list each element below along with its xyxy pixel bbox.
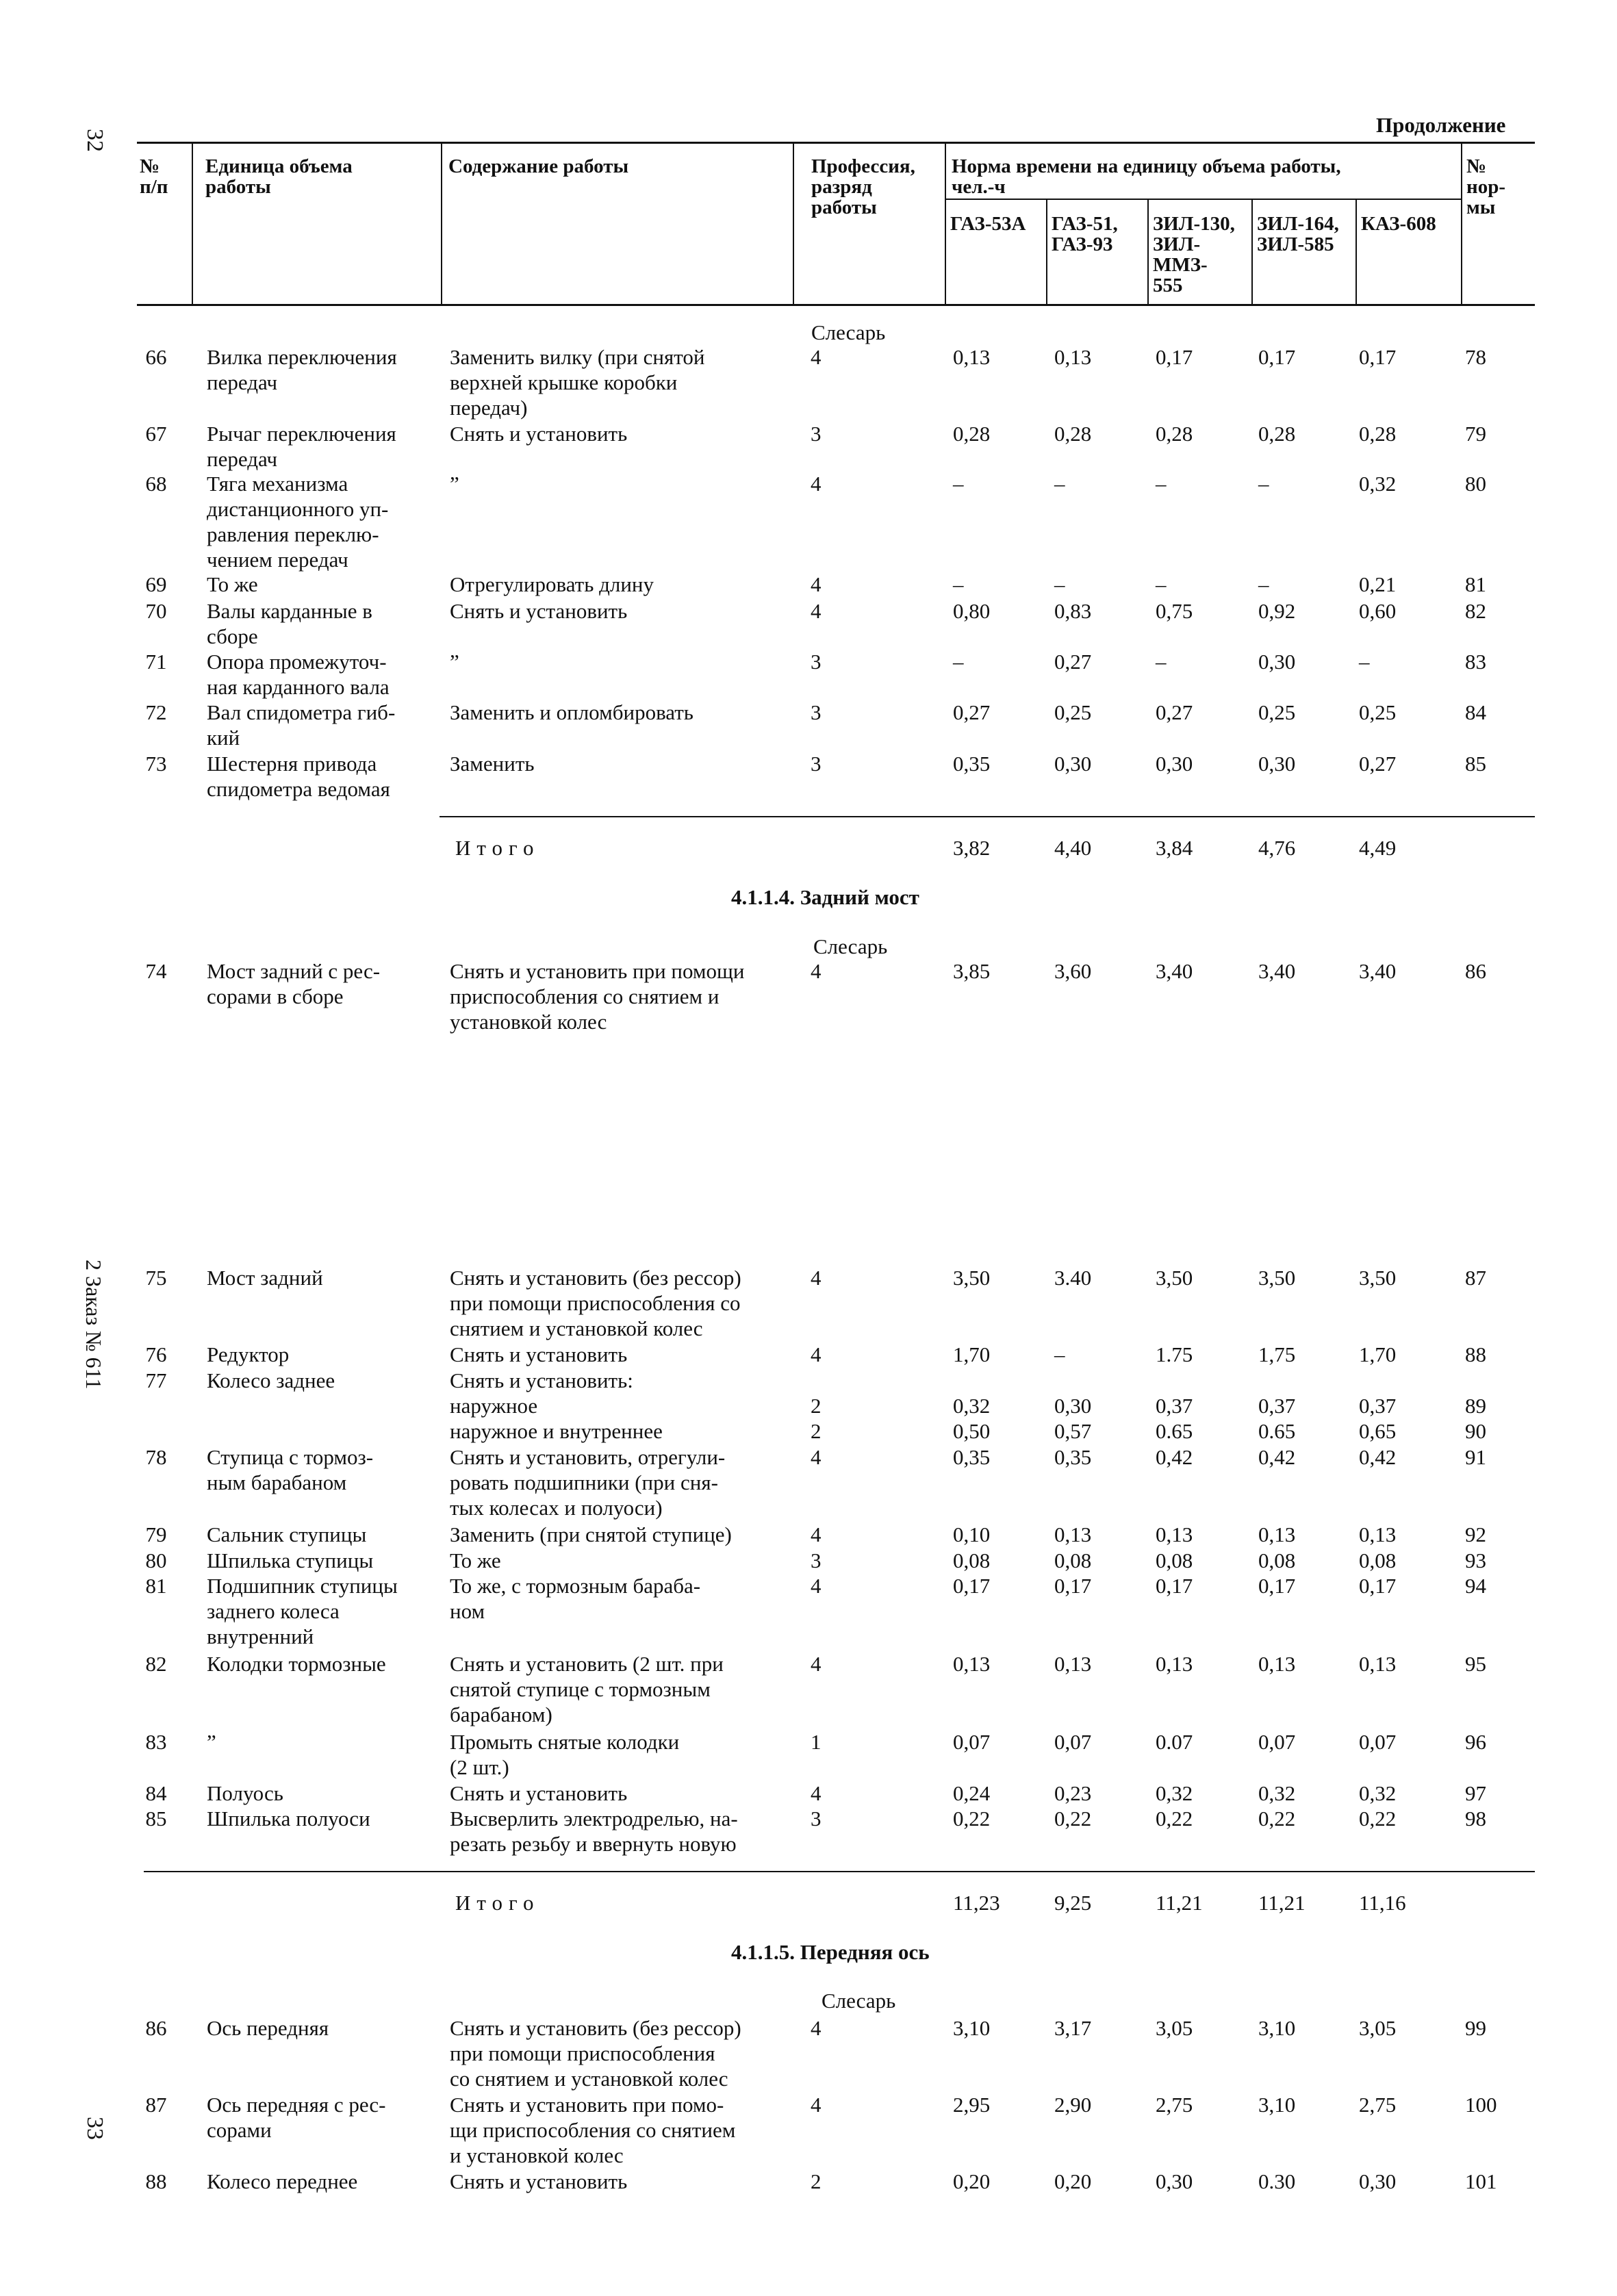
row-grade: 4 bbox=[811, 1574, 822, 1598]
row-norm-number: 83 bbox=[1465, 650, 1486, 674]
row-norm-value: 0,13 bbox=[1054, 345, 1092, 369]
row-norm-value: 0,32 bbox=[953, 1394, 991, 1418]
row-norm-value: 0,28 bbox=[1156, 422, 1193, 446]
row-grade: 4 bbox=[811, 1652, 822, 1676]
profession-label: Слесарь bbox=[811, 320, 886, 344]
row-grade: 3 bbox=[811, 1548, 822, 1572]
row-number: 84 bbox=[145, 1781, 167, 1805]
row-norm-value: 0,75 bbox=[1156, 599, 1193, 623]
row-unit: Полуось bbox=[207, 1781, 283, 1805]
row-norm-number: 81 bbox=[1465, 572, 1486, 596]
total-value: 3,82 bbox=[953, 836, 991, 860]
row-norm-value: 0,57 bbox=[1054, 1419, 1092, 1443]
row-work: Промыть снятые колодки (2 шт.) bbox=[450, 1730, 680, 1779]
header-model: КАЗ-608 bbox=[1361, 213, 1436, 235]
row-unit: Ось передняя bbox=[207, 2016, 329, 2040]
header-model: ЗИЛ-130, ЗИЛ- ММЗ- 555 bbox=[1153, 213, 1235, 296]
profession-label: Слесарь bbox=[813, 934, 888, 958]
row-number: 83 bbox=[145, 1730, 167, 1754]
header-model: ГАЗ-53А bbox=[950, 213, 1026, 235]
row-norm-value: – bbox=[953, 572, 964, 596]
row-norm-value: 0,07 bbox=[1054, 1730, 1092, 1754]
total-value: 11,23 bbox=[953, 1891, 1000, 1915]
row-norm-number: 92 bbox=[1465, 1522, 1486, 1546]
row-norm-value: 0,22 bbox=[1054, 1807, 1092, 1831]
row-work: Заменить вилку (при снятой верхней крышке коробки передач) bbox=[450, 345, 705, 420]
row-norm-number: 101 bbox=[1465, 2169, 1497, 2193]
row-norm-value: 0,20 bbox=[953, 2169, 991, 2193]
row-number: 87 bbox=[145, 2093, 167, 2117]
header-subrule bbox=[945, 199, 1462, 200]
row-grade: 3 bbox=[811, 700, 822, 724]
row-grade: 4 bbox=[811, 2093, 822, 2117]
row-norm-value: 0,30 bbox=[1054, 752, 1092, 776]
row-number: 88 bbox=[145, 2169, 167, 2193]
row-unit: Шпилька полуоси bbox=[207, 1807, 370, 1831]
row-norm-value: 0.07 bbox=[1156, 1730, 1193, 1754]
row-norm-value: 0,13 bbox=[1054, 1522, 1092, 1546]
header-divider bbox=[192, 142, 193, 305]
row-work: Отрегулировать длину bbox=[450, 572, 654, 596]
row-work: Заменить и опломбировать bbox=[450, 700, 693, 724]
header-divider bbox=[1355, 199, 1357, 305]
row-number: 67 bbox=[145, 422, 167, 446]
row-norm-value: 3,60 bbox=[1054, 959, 1092, 983]
row-unit: Редуктор bbox=[207, 1342, 290, 1366]
row-norm-number: 97 bbox=[1465, 1781, 1486, 1805]
row-norm-value: 3,85 bbox=[953, 959, 991, 983]
row-norm-value: 3,05 bbox=[1359, 2016, 1397, 2040]
row-norm-value: 0,92 bbox=[1258, 599, 1296, 623]
row-unit: Подшипник ступицы заднего колеса внутренний bbox=[207, 1574, 398, 1648]
row-norm-value: 0,30 bbox=[1258, 650, 1296, 674]
row-grade: 4 bbox=[811, 345, 822, 369]
row-unit: Тяга механизма дистанционного уп- равления переклю- чением передач bbox=[207, 472, 389, 572]
row-norm-number: 88 bbox=[1465, 1342, 1486, 1366]
row-grade: 1 bbox=[811, 1730, 822, 1754]
row-unit: ” bbox=[207, 1730, 216, 1754]
row-norm-value: 0,17 bbox=[1359, 1574, 1397, 1598]
row-norm-value: 0,20 bbox=[1054, 2169, 1092, 2193]
row-norm-value: 0,08 bbox=[1359, 1548, 1397, 1572]
row-number: 70 bbox=[145, 599, 167, 623]
row-norm-value: – bbox=[1359, 650, 1370, 674]
row-norm-number: 98 bbox=[1465, 1807, 1486, 1831]
header-divider bbox=[1147, 199, 1149, 305]
row-work: То же bbox=[450, 1548, 501, 1572]
row-norm-value: 1,70 bbox=[1359, 1342, 1397, 1366]
row-unit: Вал спидометра гиб- кий bbox=[207, 700, 396, 750]
row-norm-number: 84 bbox=[1465, 700, 1486, 724]
row-norm-value: 0,32 bbox=[1258, 1781, 1296, 1805]
row-norm-value: 0,32 bbox=[1359, 1781, 1397, 1805]
row-norm-value: 0,30 bbox=[1156, 2169, 1193, 2193]
row-norm-value: 3,50 bbox=[1156, 1266, 1193, 1290]
row-norm-value: – bbox=[1156, 650, 1167, 674]
row-norm-value: 0,30 bbox=[1359, 2169, 1397, 2193]
row-number: 76 bbox=[145, 1342, 167, 1366]
row-norm-value: 3.40 bbox=[1054, 1266, 1092, 1290]
row-grade: 4 bbox=[811, 472, 822, 496]
total-value: 4,76 bbox=[1258, 836, 1296, 860]
row-work: Снять и установить (без рессор) при помощи приспособления со снятием и установкой колес bbox=[450, 1266, 741, 1340]
row-norm-value: 0,13 bbox=[1054, 1652, 1092, 1676]
row-work: То же, с тормозным бараба- ном bbox=[450, 1574, 701, 1623]
header-divider bbox=[1251, 199, 1253, 305]
row-grade: 2 bbox=[811, 2169, 822, 2193]
total-label: Итого bbox=[455, 1891, 540, 1915]
page-number-bottom: 33 bbox=[82, 2117, 107, 2140]
row-norm-value: 0,08 bbox=[1156, 1548, 1193, 1572]
row-norm-value: – bbox=[1258, 472, 1269, 496]
row-work: Снять и установить, отрегули- ровать подшипники (при сня- тых колесах и полуоси) bbox=[450, 1445, 726, 1520]
row-unit: Вилка переключения передач bbox=[207, 345, 397, 394]
total-label: Итого bbox=[455, 836, 540, 860]
row-norm-value: 0.30 bbox=[1258, 2169, 1296, 2193]
row-norm-value: 3,50 bbox=[953, 1266, 991, 1290]
row-norm-value: 0,07 bbox=[1258, 1730, 1296, 1754]
row-norm-value: 0,28 bbox=[1054, 422, 1092, 446]
header-model: ЗИЛ-164, ЗИЛ-585 bbox=[1257, 213, 1339, 255]
row-unit: Опора промежуточ- ная карданного вала bbox=[207, 650, 390, 699]
row-norm-value: 0,35 bbox=[1054, 1445, 1092, 1469]
row-norm-number: 95 bbox=[1465, 1652, 1486, 1676]
continuation-label: Продолжение bbox=[1376, 113, 1506, 137]
row-norm-number: 91 bbox=[1465, 1445, 1486, 1469]
row-norm-value: 0,23 bbox=[1054, 1781, 1092, 1805]
row-norm-value: – bbox=[1054, 472, 1065, 496]
row-grade: 3 bbox=[811, 422, 822, 446]
row-number: 73 bbox=[145, 752, 167, 776]
row-grade: 2 bbox=[811, 1419, 822, 1443]
row-norm-number: 82 bbox=[1465, 599, 1486, 623]
row-unit: Колесо переднее bbox=[207, 2169, 358, 2193]
row-norm-value: 0,27 bbox=[1054, 650, 1092, 674]
row-norm-value: 0,30 bbox=[1054, 1394, 1092, 1418]
row-norm-value: 0,83 bbox=[1054, 599, 1092, 623]
row-norm-number: 96 bbox=[1465, 1730, 1486, 1754]
header-profession: Профессия, разряд работы bbox=[811, 155, 915, 218]
total-value: 4,49 bbox=[1359, 836, 1397, 860]
row-number: 75 bbox=[145, 1266, 167, 1290]
row-norm-value: – bbox=[1156, 572, 1167, 596]
row-work: Заменить bbox=[450, 752, 535, 776]
row-norm-value: 0,27 bbox=[953, 700, 991, 724]
row-unit: Сальник ступицы bbox=[207, 1522, 367, 1546]
row-norm-value: 2,75 bbox=[1156, 2093, 1193, 2117]
row-norm-value: 0,08 bbox=[1054, 1548, 1092, 1572]
row-unit: Мост задний с рес- сорами в сборе bbox=[207, 959, 381, 1008]
row-norm-number: 89 bbox=[1465, 1394, 1486, 1418]
row-norm-value: 0,22 bbox=[1258, 1807, 1296, 1831]
row-norm-value: 0,25 bbox=[1258, 700, 1296, 724]
row-work: Заменить (при снятой ступице) bbox=[450, 1522, 732, 1546]
row-unit: Шестерня привода спидометра ведомая bbox=[207, 752, 390, 801]
row-norm-value: 0,22 bbox=[1359, 1807, 1397, 1831]
row-norm-value: 0,42 bbox=[1156, 1445, 1193, 1469]
row-norm-value: 0,10 bbox=[953, 1522, 991, 1546]
row-norm-value: 0,35 bbox=[953, 752, 991, 776]
row-norm-value: – bbox=[1258, 572, 1269, 596]
row-work: Высверлить электродрелью, на- резать резьбу и ввернуть новую bbox=[450, 1807, 738, 1856]
row-work: Снять и установить bbox=[450, 1781, 628, 1805]
row-norm-value: 1,75 bbox=[1258, 1342, 1296, 1366]
total-rule bbox=[440, 816, 1535, 817]
row-norm-number: 94 bbox=[1465, 1574, 1486, 1598]
row-norm-value: 0,17 bbox=[1258, 345, 1296, 369]
row-work: Снять и установить (без рессор) при помощи приспособления со снятием и установкой колес bbox=[450, 2016, 741, 2091]
header-divider bbox=[441, 142, 442, 305]
row-norm-value: 0,37 bbox=[1359, 1394, 1397, 1418]
row-grade: 4 bbox=[811, 1522, 822, 1546]
row-norm-value: 3,17 bbox=[1054, 2016, 1092, 2040]
row-norm-value: 3,10 bbox=[1258, 2016, 1296, 2040]
row-norm-value: 0,37 bbox=[1156, 1394, 1193, 1418]
header-divider bbox=[1461, 142, 1462, 305]
row-norm-value: 0,35 bbox=[953, 1445, 991, 1469]
total-value: 11,21 bbox=[1258, 1891, 1306, 1915]
row-norm-value: 2,90 bbox=[1054, 2093, 1092, 2117]
row-norm-value: – bbox=[1054, 1342, 1065, 1366]
row-norm-value: 0,13 bbox=[1258, 1652, 1296, 1676]
row-number: 72 bbox=[145, 700, 167, 724]
row-number: 66 bbox=[145, 345, 167, 369]
row-grade: 4 bbox=[811, 2016, 822, 2040]
row-norm-value: 3,10 bbox=[1258, 2093, 1296, 2117]
row-norm-value: 0,28 bbox=[1359, 422, 1397, 446]
row-norm-value: 0,17 bbox=[1156, 1574, 1193, 1598]
row-unit: Ступица с тормоз- ным барабаном bbox=[207, 1445, 374, 1494]
row-unit: Колесо заднее bbox=[207, 1368, 335, 1392]
row-norm-value: 3,50 bbox=[1258, 1266, 1296, 1290]
row-grade: 3 bbox=[811, 1807, 822, 1831]
row-grade: 4 bbox=[811, 572, 822, 596]
row-norm-value: 0,42 bbox=[1258, 1445, 1296, 1469]
row-unit: Мост задний bbox=[207, 1266, 323, 1290]
header-divider bbox=[1046, 199, 1047, 305]
row-number: 77 bbox=[145, 1368, 167, 1392]
header-bottom-rule bbox=[137, 304, 1535, 306]
row-norm-value: 0,17 bbox=[1258, 1574, 1296, 1598]
total-value: 11,16 bbox=[1359, 1891, 1406, 1915]
row-norm-value: 0,13 bbox=[1156, 1652, 1193, 1676]
row-work: Снять и установить при помо- щи приспособления со снятием и установкой колес bbox=[450, 2093, 736, 2167]
section-title: 4.1.1.5. Передняя ось bbox=[731, 1940, 930, 1964]
total-value: 11,21 bbox=[1156, 1891, 1203, 1915]
header-divider bbox=[945, 142, 946, 305]
total-rule bbox=[144, 1871, 1535, 1872]
row-grade: 4 bbox=[811, 959, 822, 983]
row-norm-value: 0,30 bbox=[1156, 752, 1193, 776]
row-norm-value: 3,50 bbox=[1359, 1266, 1397, 1290]
row-norm-value: 0,07 bbox=[953, 1730, 991, 1754]
row-grade: 3 bbox=[811, 650, 822, 674]
row-number: 69 bbox=[145, 572, 167, 596]
row-work: Снять и установить: bbox=[450, 1368, 633, 1392]
total-value: 9,25 bbox=[1054, 1891, 1092, 1915]
header-top-rule bbox=[137, 142, 1535, 144]
row-norm-value: – bbox=[953, 650, 964, 674]
row-norm-value: 3,40 bbox=[1258, 959, 1296, 983]
row-norm-value: 0,32 bbox=[1156, 1781, 1193, 1805]
header-norm-group: Норма времени на единицу объема работы, чел.-ч bbox=[952, 155, 1341, 198]
row-norm-value: 0,25 bbox=[1359, 700, 1397, 724]
row-norm-value: – bbox=[953, 472, 964, 496]
row-norm-value: 0,22 bbox=[1156, 1807, 1193, 1831]
row-norm-value: 2,75 bbox=[1359, 2093, 1397, 2117]
row-norm-value: 0,25 bbox=[1054, 700, 1092, 724]
header-content: Содержание работы bbox=[448, 155, 629, 177]
row-norm-value: 0,22 bbox=[953, 1807, 991, 1831]
row-norm-value: 0,13 bbox=[1359, 1522, 1397, 1546]
row-norm-number: 99 bbox=[1465, 2016, 1486, 2040]
side-note: 2 Заказ № 611 bbox=[81, 1260, 106, 1390]
row-norm-number: 86 bbox=[1465, 959, 1486, 983]
row-norm-value: 0,17 bbox=[1054, 1574, 1092, 1598]
row-work: наружное bbox=[450, 1394, 538, 1418]
row-norm-value: 0,13 bbox=[953, 1652, 991, 1676]
row-number: 80 bbox=[145, 1548, 167, 1572]
row-work: ” bbox=[450, 472, 459, 496]
row-norm-number: 79 bbox=[1465, 422, 1486, 446]
row-norm-value: 0,80 bbox=[953, 599, 991, 623]
row-norm-value: 0,60 bbox=[1359, 599, 1397, 623]
row-work: ” bbox=[450, 650, 459, 674]
row-grade: 3 bbox=[811, 752, 822, 776]
row-work: Снять и установить bbox=[450, 2169, 628, 2193]
row-grade: 4 bbox=[811, 1781, 822, 1805]
row-norm-value: 0,65 bbox=[1359, 1419, 1397, 1443]
row-norm-value: 0,13 bbox=[1258, 1522, 1296, 1546]
row-number: 85 bbox=[145, 1807, 167, 1831]
row-norm-value: – bbox=[1156, 472, 1167, 496]
row-norm-value: 0,17 bbox=[1359, 345, 1397, 369]
row-work: Снять и установить (2 шт. при снятой ступице с тормозным барабаном) bbox=[450, 1652, 724, 1726]
row-norm-number: 78 bbox=[1465, 345, 1486, 369]
row-work: Снять и установить bbox=[450, 1342, 628, 1366]
header-divider bbox=[793, 142, 794, 305]
row-norm-value: 0,42 bbox=[1359, 1445, 1397, 1469]
section-title: 4.1.1.4. Задний мост bbox=[731, 885, 919, 909]
row-norm-value: 0,37 bbox=[1258, 1394, 1296, 1418]
row-grade: 2 bbox=[811, 1394, 822, 1418]
row-unit: Ось передняя с рес- сорами bbox=[207, 2093, 386, 2142]
row-number: 78 bbox=[145, 1445, 167, 1469]
page-number-top: 32 bbox=[82, 129, 107, 152]
row-norm-value: 0.65 bbox=[1258, 1419, 1296, 1443]
header-model: ГАЗ-51, ГАЗ-93 bbox=[1052, 213, 1118, 255]
row-norm-value: 2,95 bbox=[953, 2093, 991, 2117]
row-norm-number: 93 bbox=[1465, 1548, 1486, 1572]
row-norm-value: 3,40 bbox=[1156, 959, 1193, 983]
row-norm-value: 3,40 bbox=[1359, 959, 1397, 983]
row-grade: 4 bbox=[811, 1266, 822, 1290]
row-norm-value: 0,24 bbox=[953, 1781, 991, 1805]
row-work: Снять и установить bbox=[450, 422, 628, 446]
row-norm-value: 0,13 bbox=[1359, 1652, 1397, 1676]
row-grade: 4 bbox=[811, 599, 822, 623]
header-norm-no: № нор- мы bbox=[1466, 155, 1505, 218]
row-unit: Колодки тормозные bbox=[207, 1652, 386, 1676]
row-norm-value: 0,13 bbox=[1156, 1522, 1193, 1546]
row-number: 68 bbox=[145, 472, 167, 496]
row-norm-value: 0,07 bbox=[1359, 1730, 1397, 1754]
row-norm-value: 0,13 bbox=[953, 345, 991, 369]
row-unit: Валы карданные в сборе bbox=[207, 599, 372, 648]
row-norm-value: 1,70 bbox=[953, 1342, 991, 1366]
row-norm-number: 85 bbox=[1465, 752, 1486, 776]
row-norm-number: 100 bbox=[1465, 2093, 1497, 2117]
row-work: наружное и внутреннее bbox=[450, 1419, 663, 1443]
row-norm-value: 0,27 bbox=[1359, 752, 1397, 776]
profession-label: Слесарь bbox=[822, 1989, 896, 2013]
row-norm-value: 1.75 bbox=[1156, 1342, 1193, 1366]
total-value: 3,84 bbox=[1156, 836, 1193, 860]
row-unit: Рычаг переключения передач bbox=[207, 422, 396, 471]
row-unit: Шпилька ступицы bbox=[207, 1548, 374, 1572]
row-unit: То же bbox=[207, 572, 258, 596]
header-unit: Единица объема работы bbox=[205, 155, 353, 198]
row-norm-value: 0,30 bbox=[1258, 752, 1296, 776]
row-norm-value: 0,28 bbox=[1258, 422, 1296, 446]
row-number: 81 bbox=[145, 1574, 167, 1598]
row-number: 74 bbox=[145, 959, 167, 983]
total-value: 4,40 bbox=[1054, 836, 1092, 860]
row-number: 82 bbox=[145, 1652, 167, 1676]
row-norm-value: 0,27 bbox=[1156, 700, 1193, 724]
row-number: 86 bbox=[145, 2016, 167, 2040]
row-norm-number: 87 bbox=[1465, 1266, 1486, 1290]
header-num: № п/п bbox=[140, 155, 168, 198]
row-grade: 4 bbox=[811, 1445, 822, 1469]
row-norm-value: 0,17 bbox=[953, 1574, 991, 1598]
row-norm-value: 0,21 bbox=[1359, 572, 1397, 596]
row-number: 79 bbox=[145, 1522, 167, 1546]
row-norm-value: 0,08 bbox=[1258, 1548, 1296, 1572]
row-norm-value: 0.65 bbox=[1156, 1419, 1193, 1443]
row-grade: 4 bbox=[811, 1342, 822, 1366]
row-norm-value: 0,08 bbox=[953, 1548, 991, 1572]
row-norm-value: 3,10 bbox=[953, 2016, 991, 2040]
row-number: 71 bbox=[145, 650, 167, 674]
row-work: Снять и установить при помощи приспособления со снятием и установкой колес bbox=[450, 959, 745, 1034]
row-norm-value: 0,17 bbox=[1156, 345, 1193, 369]
row-norm-value: 0,50 bbox=[953, 1419, 991, 1443]
row-norm-value: 3,05 bbox=[1156, 2016, 1193, 2040]
row-norm-value: – bbox=[1054, 572, 1065, 596]
row-work: Снять и установить bbox=[450, 599, 628, 623]
row-norm-number: 80 bbox=[1465, 472, 1486, 496]
row-norm-value: 0,32 bbox=[1359, 472, 1397, 496]
row-norm-value: 0,28 bbox=[953, 422, 991, 446]
row-norm-number: 90 bbox=[1465, 1419, 1486, 1443]
